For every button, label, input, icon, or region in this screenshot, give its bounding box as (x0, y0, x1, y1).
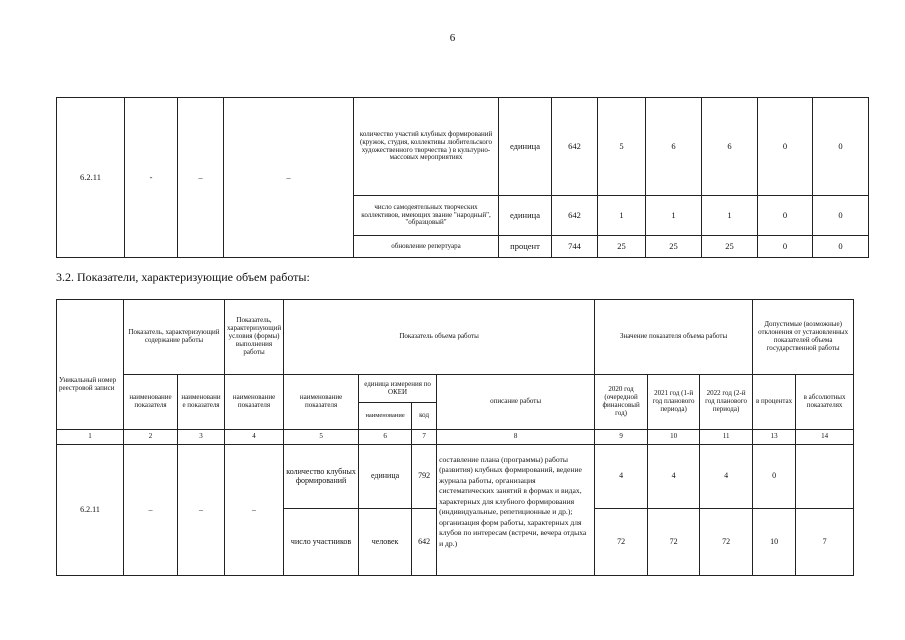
value-cell: 4 (595, 445, 648, 509)
top-indicators-table (56, 97, 869, 258)
indicator-name: количество клубных формирований (284, 445, 359, 509)
value-cell: 0 (813, 196, 869, 236)
header-unique-number: Уникальный номер реестровой записи (57, 300, 124, 430)
header-in-absolute: в абсолютных показателях (796, 375, 854, 430)
unit-name: единица (499, 196, 552, 236)
unit-name: процент (499, 236, 552, 258)
value-cell: 0 (813, 98, 869, 196)
value-cell: 0 (813, 236, 869, 258)
work-description: составление плана (программы) работы (развития) клубных формирований, ведение журнала работы, организация систематических занятий в формах и видах, характерных для клубного формирования (индивидуальные, репетиционные и др.); организация форм работы, характерных для клубов по интересам (встречи, вечера отдыха и др.) (437, 445, 595, 576)
header-okei-code: код (412, 403, 437, 430)
column-number: 13 (753, 430, 796, 445)
header-in-percent: в процентах (753, 375, 796, 430)
header-name-indicator: наименовани е показателя (178, 375, 225, 430)
okei-code: 642 (552, 98, 598, 196)
indicator-name: число участников (284, 509, 359, 576)
value-cell: 25 (646, 236, 702, 258)
value-cell: 72 (648, 509, 700, 576)
indicator-name: обновление репертуара (354, 236, 499, 258)
header-row (57, 375, 854, 403)
header-okei-name: наименование (359, 403, 412, 430)
header-content-indicator: Показатель, характеризующий содержание работы (124, 300, 225, 375)
value-cell: 72 (595, 509, 648, 576)
table-row (57, 445, 854, 509)
value-cell: 1 (598, 196, 646, 236)
okei-code: 642 (412, 509, 437, 576)
value-cell: 0 (758, 98, 813, 196)
header-year-2021: 2021 год (1-й год планового периода) (648, 375, 700, 430)
value-cell: 25 (702, 236, 758, 258)
table-row (57, 98, 869, 196)
okei-code: 642 (552, 196, 598, 236)
okei-code: 792 (412, 445, 437, 509)
conditions-indicator-dash: – (225, 445, 284, 576)
indicator-name: число самодеятельных творческих коллективов, имеющих звание "народный", "образцовый" (354, 196, 499, 236)
header-year-2020: 2020 год (очередной финансовый год) (595, 375, 648, 430)
header-okei-unit: единица измерения по ОКЕИ (359, 375, 437, 403)
header-name-indicator: наименование показателя (124, 375, 178, 430)
unique-number: 6.2.11 (57, 445, 124, 576)
section-heading: 3.2. Показатели, характеризующие объем работы: (56, 270, 310, 284)
value-cell: 1 (702, 196, 758, 236)
header-row (57, 300, 854, 375)
value-cell (796, 445, 854, 509)
indicator-name: количество участий клубных формирований (кружок, студия, коллективы любительского художественного творчества ) в культурно-массовых мероприятиях (354, 98, 499, 196)
content-indicator-dash: – (124, 445, 178, 576)
header-volume-indicator: Показатель объема работы (284, 300, 595, 375)
unit-name: единица (499, 98, 552, 196)
column-number: 9 (595, 430, 648, 445)
header-name-indicator: наименование показателя (225, 375, 284, 430)
header-volume-value: Значение показателя объема работы (595, 300, 753, 375)
value-cell: 4 (700, 445, 753, 509)
value-cell: 0 (753, 445, 796, 509)
column-number: 10 (648, 430, 700, 445)
work-volume-table (56, 299, 854, 576)
content-indicator-dash: – (178, 445, 225, 576)
okei-code: 744 (552, 236, 598, 258)
header-work-description: описание работы (437, 375, 595, 430)
column-number: 7 (412, 430, 437, 445)
value-cell: 0 (758, 196, 813, 236)
value-cell: 7 (796, 509, 854, 576)
value-cell: 5 (598, 98, 646, 196)
column-number: 6 (359, 430, 412, 445)
value-cell: 6 (646, 98, 702, 196)
conditions-indicator-dash: – (224, 98, 354, 258)
value-cell: 6 (702, 98, 758, 196)
value-cell: 1 (646, 196, 702, 236)
value-cell: 10 (753, 509, 796, 576)
header-name-indicator: наименование показателя (284, 375, 359, 430)
header-conditions-indicator: Показатель, характеризующий условия (формы) выполнения работы (225, 300, 284, 375)
header-allowed-deviation: Допустимые (возможные) отклонения от установленных показателей объема государственной работы (753, 300, 854, 375)
column-number: 1 (57, 430, 124, 445)
unit-name: единица (359, 445, 412, 509)
column-number: 4 (225, 430, 284, 445)
value-cell: 72 (700, 509, 753, 576)
column-number: 2 (124, 430, 178, 445)
page-number: 6 (449, 32, 456, 44)
column-number-row (57, 430, 854, 445)
column-number: 3 (178, 430, 225, 445)
column-number: 8 (437, 430, 595, 445)
header-year-2022: 2022 год (2-й год планового периода) (700, 375, 753, 430)
value-cell: 25 (598, 236, 646, 258)
value-cell: 4 (648, 445, 700, 509)
value-cell: 0 (758, 236, 813, 258)
unit-name: человек (359, 509, 412, 576)
content-indicator-dash: – (178, 98, 224, 258)
unique-number: 6.2.11 (57, 98, 125, 258)
column-number: 11 (700, 430, 753, 445)
column-number: 14 (796, 430, 854, 445)
column-number: 5 (284, 430, 359, 445)
content-indicator-dash: - (125, 98, 178, 258)
